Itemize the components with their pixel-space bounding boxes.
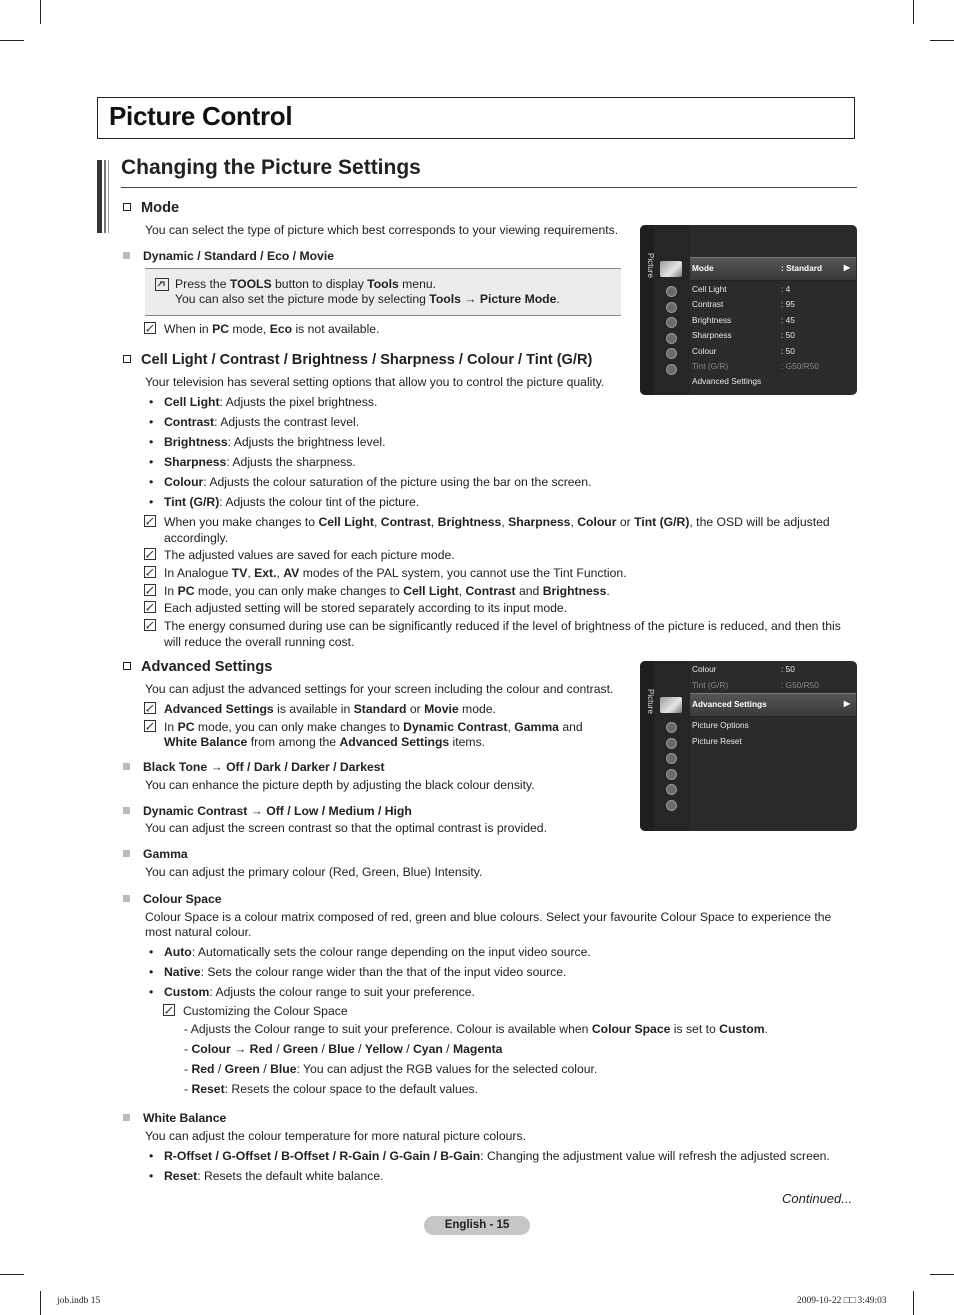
osd-row-label: Cell Light: [692, 284, 727, 294]
osd-row-label: Sharpness: [692, 330, 732, 341]
cell-note-6b: will reduce the overall running cost.: [164, 635, 355, 649]
support-icon: [666, 364, 677, 375]
bullet-dot-icon: •: [149, 985, 154, 999]
note-icon: [144, 548, 156, 560]
support-icon: [666, 800, 677, 811]
mode-desc: You can select the type of picture which best corresponds to your viewing requirements.: [145, 223, 619, 237]
dyn-contrast-heading: Dynamic Contrast → Off / Low / Medium / High: [123, 803, 412, 819]
bullet-dot-icon: •: [149, 945, 154, 959]
bullet-dot-icon: •: [149, 415, 154, 429]
adv-note-2: In PC mode, you can only make changes to Dynamic Contrast, Gamma and: [164, 719, 583, 735]
adv-note-2b: White Balance from among the Advanced Settings items.: [164, 735, 486, 749]
note-icon: [144, 515, 156, 527]
continued-label: Continued...: [782, 1191, 853, 1206]
osd-row-label: Contrast: [692, 299, 724, 310]
osd-menu-row[interactable]: [690, 374, 856, 389]
mode-options: Dynamic / Standard / Eco / Movie: [123, 248, 334, 264]
cell-note-6: The energy consumed during use can be significantly reduced if the level of brightness of the picture is reduced, and then this: [164, 618, 841, 634]
page-number-pill: English - 15: [424, 1216, 530, 1235]
setup-gear-icon: [666, 753, 677, 764]
bullet-item: • Colour: Adjusts the colour saturation of the picture using the bar on the screen.: [149, 475, 592, 489]
page-title-box: [97, 97, 855, 139]
input-icon: [666, 769, 677, 780]
white-balance-desc: You can adjust the colour temperature for more natural picture colours.: [145, 1129, 526, 1143]
tip-line-1: Press the TOOLS button to display Tools menu.: [175, 277, 437, 291]
square-bullet-icon: [123, 252, 130, 259]
bullet-item: • R-Offset / G-Offset / B-Offset / R-Gain / G-Gain / B-Gain: Changing the adjustment value will refresh the adjusted screen.: [149, 1149, 830, 1163]
osd-selected-label: Mode: [692, 263, 714, 273]
cell-heading: Cell Light / Contrast / Brightness / Sharpness / Colour / Tint (G/R): [123, 352, 592, 368]
osd-row-value: : G50/R50: [781, 361, 819, 371]
osd-row-value: : 4: [781, 284, 791, 294]
osd-menu-row[interactable]: [690, 328, 856, 343]
osd-row-label: Colour: [692, 664, 717, 674]
picture-tv-icon: [660, 697, 682, 713]
osd-selected-value: : Standard: [781, 263, 823, 273]
cs-note: Customizing the Colour Space: [183, 1003, 348, 1019]
section-title: Changing the Picture Settings: [121, 156, 421, 179]
gamma-heading: Gamma: [123, 846, 188, 862]
adv-note-1: Advanced Settings is available in Standard or Movie mode.: [164, 701, 496, 717]
osd-row-value: : 50: [781, 664, 795, 674]
bullet-dot-icon: •: [149, 1149, 154, 1163]
cs-detail-3: - Red / Green / Blue: You can adjust the RGB values for the selected colour.: [184, 1062, 598, 1076]
osd-menu-row[interactable]: [690, 344, 856, 359]
osd-advanced-menu: [640, 661, 857, 831]
osd-menu-row[interactable]: [690, 282, 856, 297]
bullet-item: • Contrast: Adjusts the contrast level.: [149, 415, 360, 429]
colour-space-desc: Colour Space is a colour matrix composed of red, green and blue colours. Select your favourite Colour Space to experience the: [145, 910, 832, 924]
colour-space-heading: Colour Space: [123, 891, 222, 907]
note-icon: [144, 720, 156, 732]
osd-tab-strip: [640, 225, 654, 395]
osd-row-value: : 50: [781, 345, 795, 356]
osd-tab-strip: [640, 661, 654, 831]
bullet-dot-icon: •: [149, 475, 154, 489]
osd-row-value: : 95: [781, 299, 795, 310]
print-date-label: 2009-10-22 □□ 3:49:03: [797, 1296, 887, 1306]
cell-note-3: In Analogue TV, Ext., AV modes of the PAL system, you cannot use the Tint Function.: [164, 565, 627, 581]
square-bullet-icon: [123, 1114, 130, 1121]
cell-note-1: When you make changes to Cell Light, Contrast, Brightness, Sharpness, Colour or Tint (G/R), the OSD will be adjusted: [164, 514, 830, 530]
bullet-item: • Auto: Automatically sets the colour range depending on the input video source.: [149, 945, 591, 959]
osd-menu-row[interactable]: [690, 718, 856, 733]
print-file-label: job.indb 15: [57, 1296, 101, 1306]
mode-note: When in PC mode, Eco is not available.: [164, 321, 379, 337]
square-bullet-icon: [123, 763, 130, 770]
input-icon: [666, 333, 677, 344]
tools-tip-box: [145, 268, 621, 316]
osd-row-value: : 45: [781, 314, 795, 325]
osd-menu-row[interactable]: [690, 297, 856, 312]
sound-icon: [666, 722, 677, 733]
bullet-item: • Custom: Adjusts the colour range to suit your preference.: [149, 985, 475, 999]
setup-gear-icon: [666, 317, 677, 328]
cell-note-5: Each adjusted setting will be stored separately according to its input mode.: [164, 600, 567, 616]
osd-tab-label: Picture: [646, 253, 655, 278]
cs-detail-1: - Adjusts the Colour range to suit your preference. Colour is available when Colour Space is set to Custom.: [184, 1022, 768, 1036]
bullet-dot-icon: •: [149, 435, 154, 449]
gamma-desc: You can adjust the primary colour (Red, Green, Blue) Intensity.: [145, 865, 483, 879]
osd-picture-menu: [640, 225, 857, 395]
colour-space-desc-2: most natural colour.: [145, 925, 252, 939]
bullet-dot-icon: •: [149, 495, 154, 509]
cs-detail-4: - Reset: Resets the colour space to the default values.: [184, 1082, 479, 1096]
osd-row-label: Tint (G/R): [692, 680, 729, 690]
osd-menu-row[interactable]: [690, 662, 856, 677]
white-balance-heading: White Balance: [123, 1110, 226, 1126]
bullet-item: • Brightness: Adjusts the brightness level.: [149, 435, 386, 449]
note-icon: [144, 322, 156, 334]
osd-row-value: : G50/R50: [781, 680, 819, 690]
square-bullet-icon: [123, 895, 130, 902]
dyn-contrast-desc: You can adjust the screen contrast so that the optimal contrast is provided.: [145, 821, 547, 835]
bullet-dot-icon: •: [149, 965, 154, 979]
checkbox-square-icon: [123, 355, 131, 363]
bullet-item: • Sharpness: Adjusts the sharpness.: [149, 455, 356, 469]
tools-icon: [155, 278, 169, 291]
osd-menu-row[interactable]: [690, 678, 856, 693]
tip-line-2: You can also set the picture mode by selecting Tools → Picture Mode.: [175, 292, 560, 306]
osd-row-value: : 50: [781, 330, 795, 341]
osd-menu-row[interactable]: [690, 734, 856, 749]
bullet-item: • Tint (G/R): Adjusts the colour tint of the picture.: [149, 495, 420, 509]
cell-note-2: The adjusted values are saved for each picture mode.: [164, 547, 455, 563]
osd-row-label: Brightness: [692, 314, 732, 325]
bullet-item: • Reset: Resets the default white balance.: [149, 1169, 384, 1183]
osd-menu-row[interactable]: [690, 313, 856, 328]
mode-heading: Mode: [123, 200, 179, 216]
channel-icon: [666, 738, 677, 749]
note-icon: [144, 619, 156, 631]
channel-icon: [666, 302, 677, 313]
osd-row-label: Colour: [692, 345, 717, 356]
osd-row-label: Picture Options: [692, 720, 749, 730]
picture-tv-icon: [660, 261, 682, 277]
checkbox-square-icon: [123, 203, 131, 211]
cell-note-4: In PC mode, you can only make changes to Cell Light, Contrast and Brightness.: [164, 583, 610, 599]
note-icon: [144, 702, 156, 714]
square-bullet-icon: [123, 807, 130, 814]
cell-desc: Your television has several setting options that allow you to control the picture quality.: [145, 375, 605, 389]
cs-detail-2: - Colour → Red / Green / Blue / Yellow / Cyan / Magenta: [184, 1042, 503, 1056]
osd-row-label: Advanced Settings: [692, 376, 762, 387]
osd-selected-label: Advanced Settings: [692, 699, 767, 709]
note-icon: [144, 584, 156, 596]
square-bullet-icon: [123, 850, 130, 857]
sound-icon: [666, 286, 677, 297]
application-icon: [666, 784, 677, 795]
adv-desc: You can adjust the advanced settings for your screen including the colour and contrast.: [145, 682, 614, 696]
bullet-dot-icon: •: [149, 455, 154, 469]
bullet-dot-icon: •: [149, 395, 154, 409]
osd-selected-row[interactable]: [690, 693, 856, 717]
section-rule: [121, 187, 857, 188]
note-icon: [144, 601, 156, 613]
bullet-dot-icon: •: [149, 1169, 154, 1183]
black-tone-desc: You can enhance the picture depth by adjusting the black colour density.: [145, 778, 535, 792]
checkbox-square-icon: [123, 662, 131, 670]
bullet-item: • Native: Sets the colour range wider than the that of the input video source.: [149, 965, 567, 979]
osd-tab-label: Picture: [646, 689, 655, 714]
page-title: Picture Control: [109, 101, 293, 131]
cell-note-1b: accordingly.: [164, 531, 229, 545]
application-icon: [666, 348, 677, 359]
osd-row-label: Picture Reset: [692, 736, 742, 746]
osd-selected-row[interactable]: [690, 257, 856, 281]
osd-row-label: Tint (G/R): [692, 361, 729, 371]
adv-heading: Advanced Settings: [123, 659, 272, 675]
right-arrow-icon: ▶: [843, 263, 850, 272]
black-tone-heading: Black Tone → Off / Dark / Darker / Darkest: [123, 759, 385, 775]
osd-menu-row[interactable]: [690, 359, 856, 374]
note-icon: [144, 566, 156, 578]
note-icon: [163, 1004, 175, 1016]
right-arrow-icon: ▶: [843, 699, 850, 708]
bullet-item: • Cell Light: Adjusts the pixel brightness.: [149, 395, 378, 409]
